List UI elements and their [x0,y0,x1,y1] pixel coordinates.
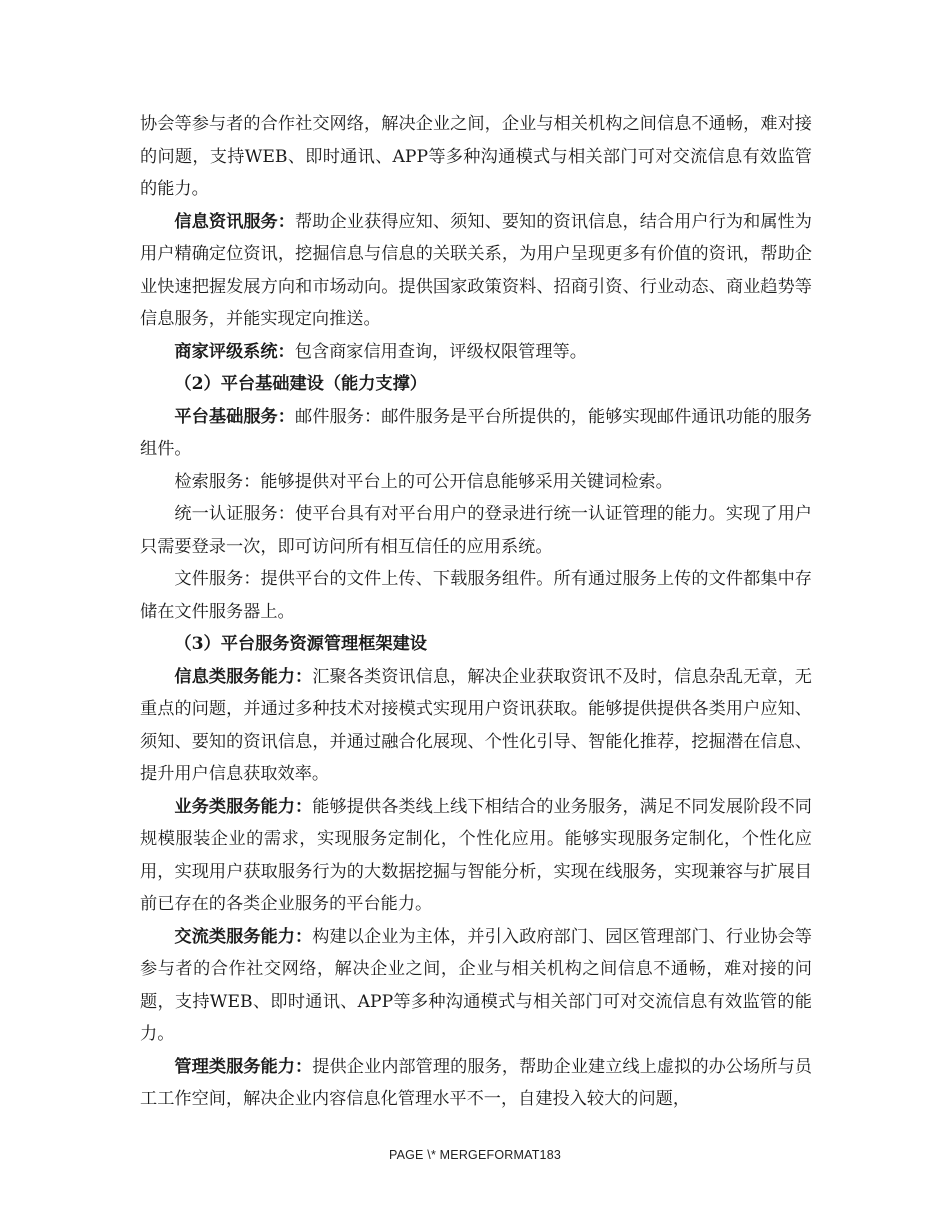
paragraph-management-capability [140,1051,812,1116]
paragraph-label: 信息类服务能力： [174,666,313,687]
paragraph-platform-basic [140,401,812,466]
paragraph-label: 商家评级系统： [174,341,295,362]
paragraph-continuation [140,108,812,206]
paragraph-info-capability [140,661,812,791]
paragraph-merchant-rating [140,336,812,369]
paragraph-text: 协会等参与者的合作社交网络，解决企业之间，企业与相关机构之间信息不通畅，难对接的问题，支持WEB、即时通讯、APP等多种沟通模式与相关部门可对交流信息有效监管的能力。 [140,114,812,199]
document-body [140,108,812,1116]
paragraph-text: 邮件服务：邮件服务是平台所提供的，能够实现邮件通讯功能的服务组件。 [140,406,812,459]
paragraph-label: 平台基础服务： [174,406,296,427]
paragraph-text: 包含商家信用查询，评级权限管理等。 [294,341,587,362]
section-heading-2: （2）平台基础建设（能力支撑） [174,374,427,394]
paragraph-label: 信息资讯服务： [174,211,296,232]
paragraph-auth-service [140,498,812,563]
paragraph-label: 管理类服务能力： [174,1056,313,1077]
paragraph-text: 能够提供各类线上线下相结合的业务服务，满足不同发展阶段不同规模服装企业的需求，实现服务定制化，个性化应用。能够实现服务定制化，个性化应用，实现用户获取服务行为的大数据挖掘与智能分析，实现在线服务，实现兼容与扩展目前已存在的各类企业服务的平台能力。 [140,796,812,914]
paragraph-label: 业务类服务能力： [174,796,313,817]
paragraph-search-service [140,466,812,499]
paragraph-file-service [140,563,812,628]
paragraph-text: 统一认证服务：使平台具有对平台用户的登录进行统一认证管理的能力。实现了用户只需要登录一次，即可访问所有相互信任的应用系统。 [140,504,812,557]
paragraph-info-service [140,206,812,336]
paragraph-text: 提供企业内部管理的服务，帮助企业建立线上虚拟的办公场所与员工工作空间，解决企业内容信息化管理水平不一，自建投入较大的问题， [140,1056,812,1109]
paragraph-text: 帮助企业获得应知、须知、要知的资讯信息，结合用户行为和属性为用户精确定位资讯，挖掘信息与信息的关联关系，为用户呈现更多有价值的资讯，帮助企业快速把握发展方向和市场动向。提供国家政策资料、招商引资、行业动态、商业趋势等信息服务，并能实现定向推送。 [140,211,812,329]
section-heading-3: （3）平台服务资源管理框架建设 [174,634,427,654]
paragraph-label: 交流类服务能力： [174,926,313,947]
paragraph-text: 汇聚各类资讯信息，解决企业获取资讯不及时，信息杂乱无章，无重点的问题，并通过多种技术对接模式实现用户资讯获取。能够提供提供各类用户应知、须知、要知的资讯信息，并通过融合化展现、个性化引导、智能化推荐，挖掘潜在信息、提升用户信息获取效率。 [140,666,812,784]
paragraph-text: 检索服务：能够提供对平台上的可公开信息能够采用关键词检索。 [174,471,673,492]
paragraph-text: 构建以企业为主体，并引入政府部门、园区管理部门、行业协会等参与者的合作社交网络，解决企业之间，企业与相关机构之间信息不通畅，难对接的问题，支持WEB、即时通讯、APP等多种沟通模式与相关部门可对交流信息有效监管的能力。 [140,926,812,1044]
paragraph-business-capability [140,791,812,921]
paragraph-text: 文件服务：提供平台的文件上传、下载服务组件。所有通过服务上传的文件都集中存储在文件服务器上。 [140,569,812,622]
paragraph-exchange-capability [140,921,812,1051]
page-footer: PAGE \* MERGEFORMAT183 [388,1148,562,1162]
